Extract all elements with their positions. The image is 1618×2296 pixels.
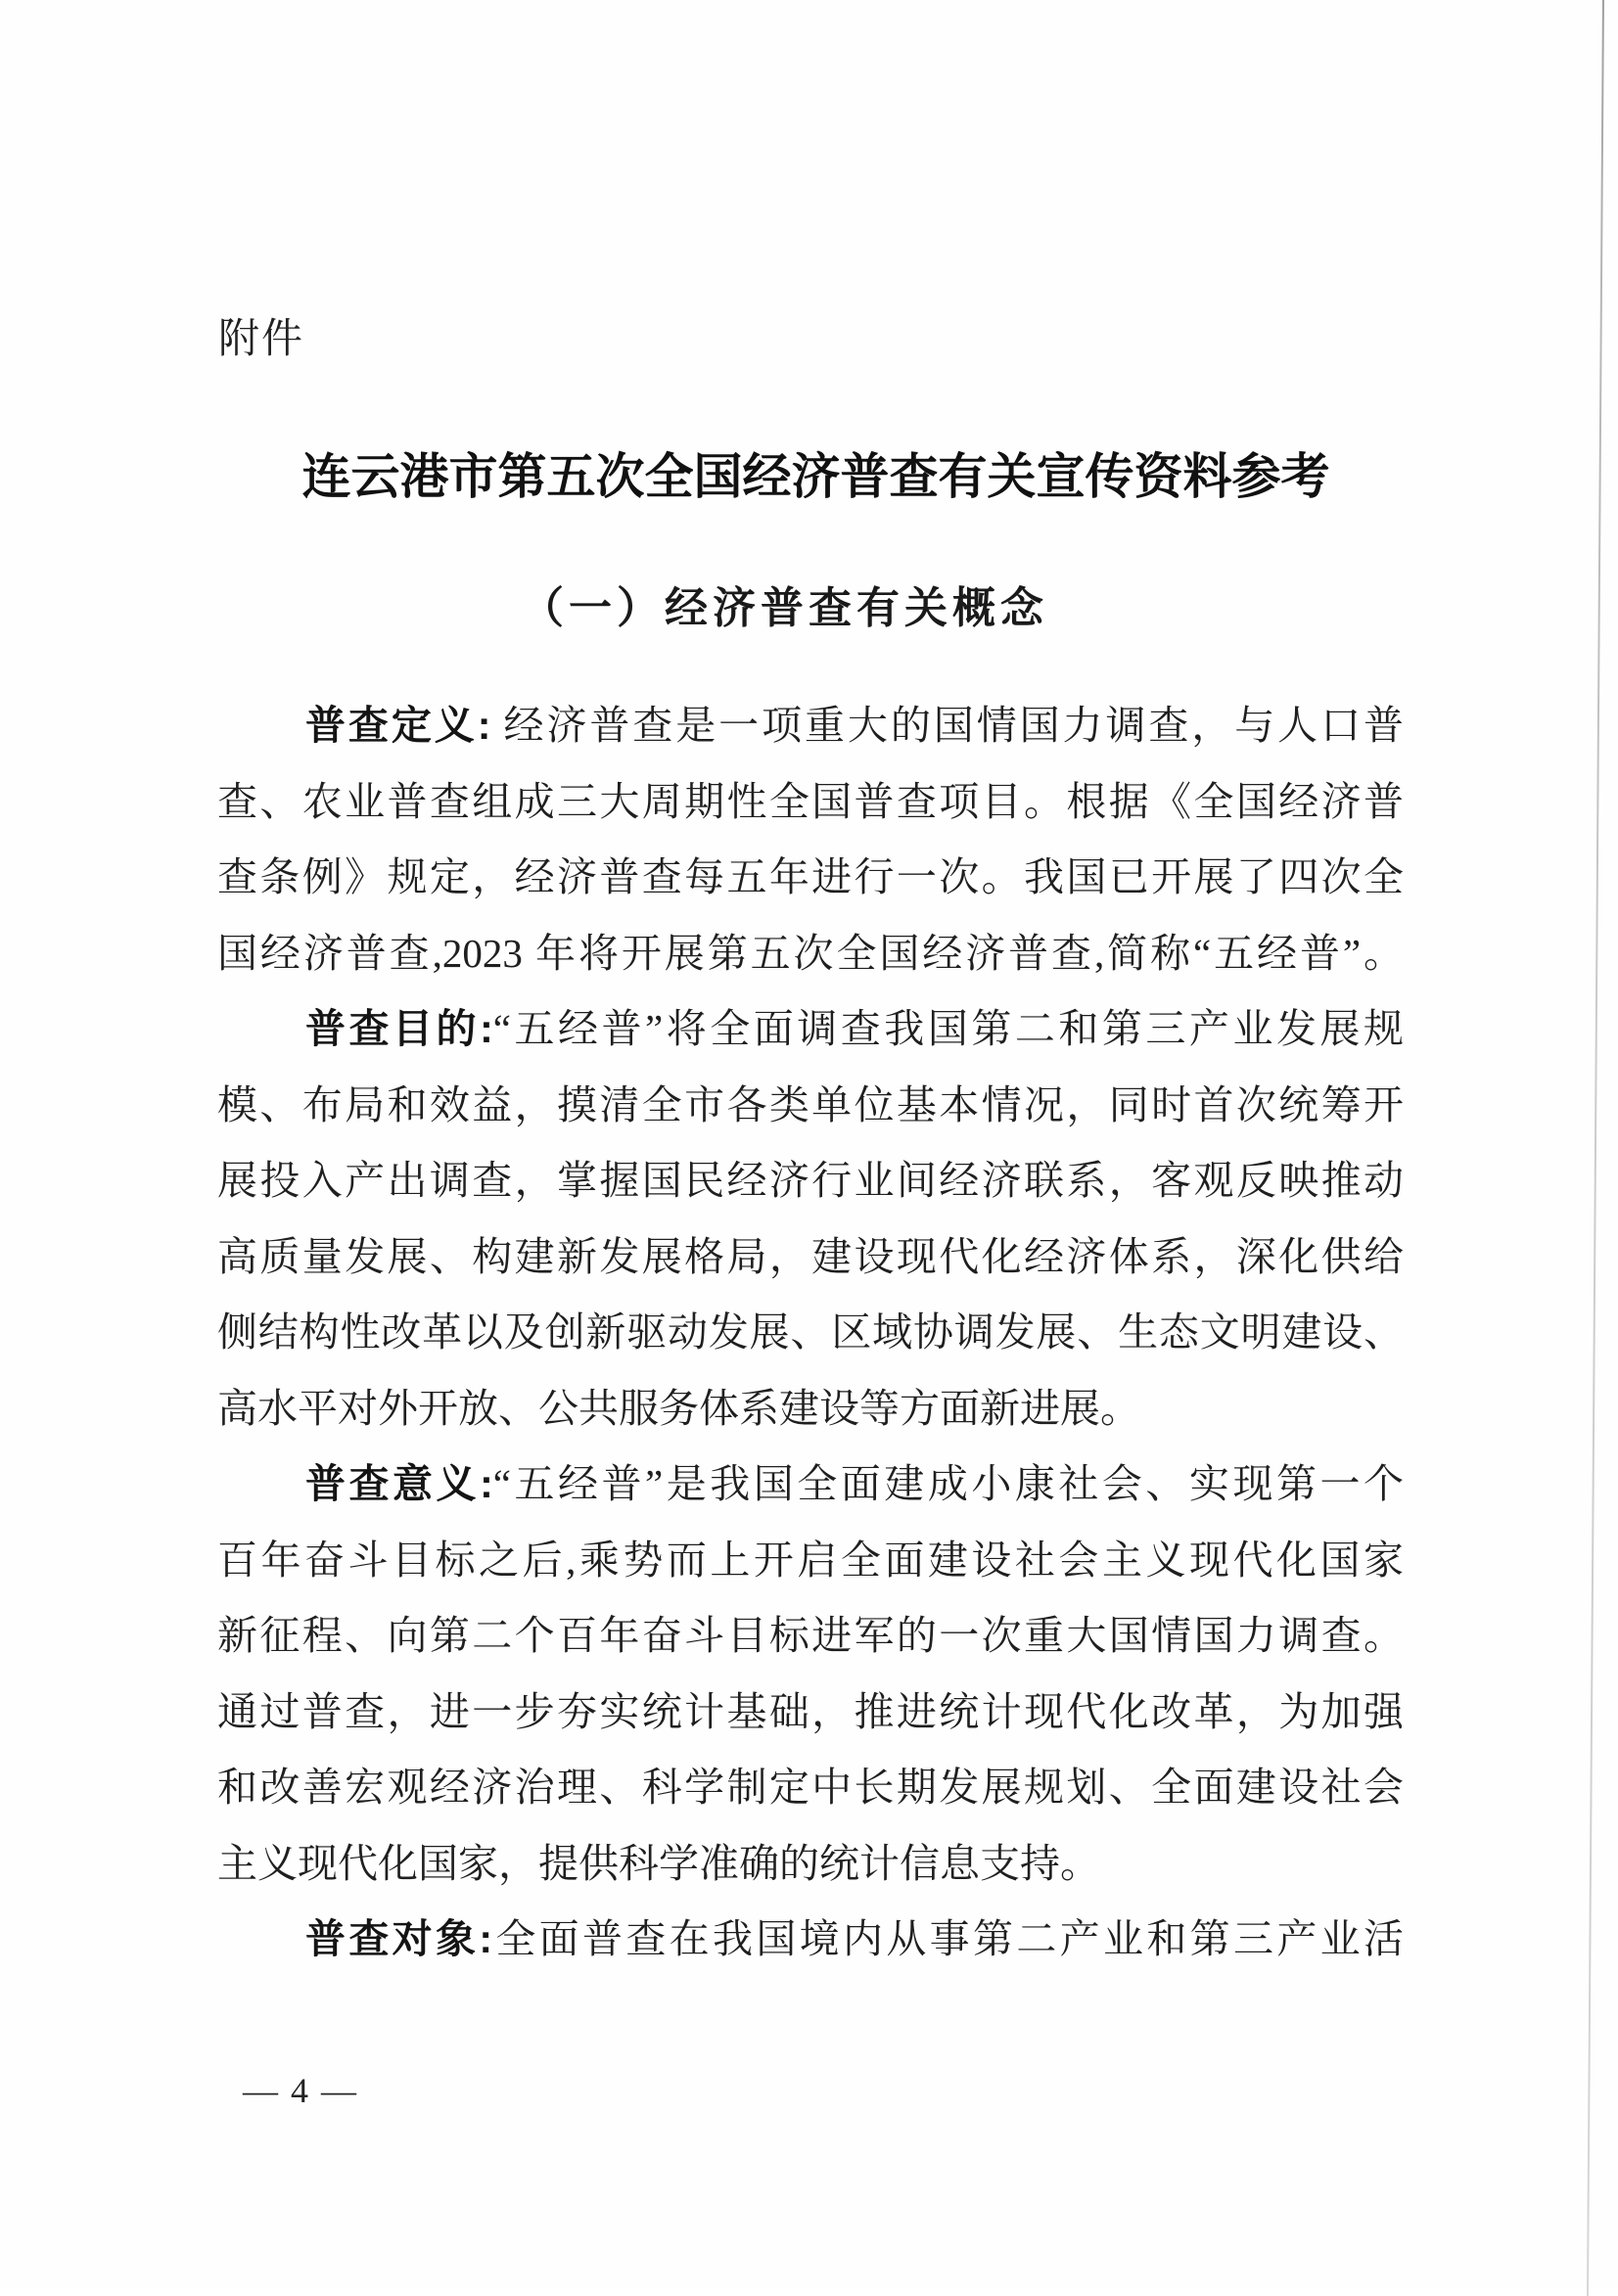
- line-text: 高质量发展、构建新发展格局，建设现代化经济体系，深化供给: [217, 1233, 1404, 1279]
- page-number: — 4 —: [243, 2071, 358, 2110]
- text-line: [217, 764, 1404, 841]
- line-lead-bold: 普查对象:: [305, 1916, 492, 1961]
- section-heading: （一）经济普查有关概念: [521, 584, 1048, 632]
- document-title: 连云港市第五次全国经济普查有关宣传资料参考: [301, 449, 1330, 504]
- text-line: [217, 1902, 1404, 1978]
- line-lead-bold: 普查定义:: [305, 703, 491, 748]
- line-text: 通过普查，进一步夯实统计基础，推进统计现代化改革，为加强: [217, 1688, 1404, 1734]
- line-text: 经济普查是一项重大的国情国力调查，与人口普: [490, 703, 1405, 748]
- text-line: [217, 1446, 1404, 1523]
- line-text: 高水平对外开放、公共服务体系建设等方面新进展。: [217, 1385, 1140, 1431]
- text-line: [217, 688, 1404, 764]
- text-line: [217, 991, 1404, 1068]
- line-text: 主义现代化国家，提供科学准确的统计信息支持。: [217, 1840, 1100, 1886]
- text-line: [217, 1598, 1404, 1675]
- text-line: [217, 1143, 1404, 1219]
- line-text: “五经普”将全面调查我国第二和第三产业发展规: [492, 1006, 1404, 1051]
- line-text: 查条例》规定，经济普查每五年进行一次。我国已开展了四次全: [217, 854, 1404, 899]
- line-text: 新征程、向第二个百年奋斗目标进军的一次重大国情国力调查。: [217, 1613, 1404, 1658]
- line-text: 全面普查在我国境内从事第二产业和第三产业活: [492, 1916, 1405, 1961]
- line-text: 和改善宏观经济治理、科学制定中长期发展规划、全面建设社会: [217, 1765, 1404, 1810]
- line-lead-bold: 普查意义:: [305, 1461, 493, 1506]
- line-text: 模、布局和效益，摸清全市各类单位基本情况，同时首次统筹开: [217, 1081, 1404, 1127]
- text-line: [217, 1068, 1404, 1144]
- text-line: [217, 1750, 1404, 1826]
- scan-edge-artifact-line: [1587, 0, 1604, 2296]
- text-line: [217, 916, 1404, 992]
- line-text: 百年奋斗目标之后,乘势而上开启全面建设社会主义现代化国家: [217, 1537, 1404, 1583]
- text-line: [217, 1523, 1404, 1599]
- line-text: 查、农业普查组成三大周期性全国普查项目。根据《全国经济普: [217, 778, 1404, 824]
- text-line: [217, 1371, 1404, 1447]
- line-text: “五经普”是我国全面建成小康社会、实现第一个: [492, 1461, 1404, 1506]
- text-line: [217, 1675, 1404, 1751]
- line-lead-bold: 普查目的:: [305, 1006, 493, 1051]
- line-text: 国经济普查,2023 年将开展第五次全国经济普查,简称“五经普”。: [217, 930, 1404, 976]
- text-line: [217, 1219, 1404, 1296]
- text-line: [217, 1826, 1404, 1903]
- text-line: [217, 1295, 1404, 1371]
- text-line: [217, 840, 1404, 916]
- body-text-block: [217, 688, 1404, 1978]
- line-text: 展投入产出调查，掌握国民经济行业间经济联系，客观反映推动: [217, 1158, 1404, 1203]
- attachment-label: 附件: [218, 315, 305, 361]
- line-text: 侧结构性改革以及创新驱动发展、区域协调发展、生态文明建设、: [217, 1309, 1404, 1355]
